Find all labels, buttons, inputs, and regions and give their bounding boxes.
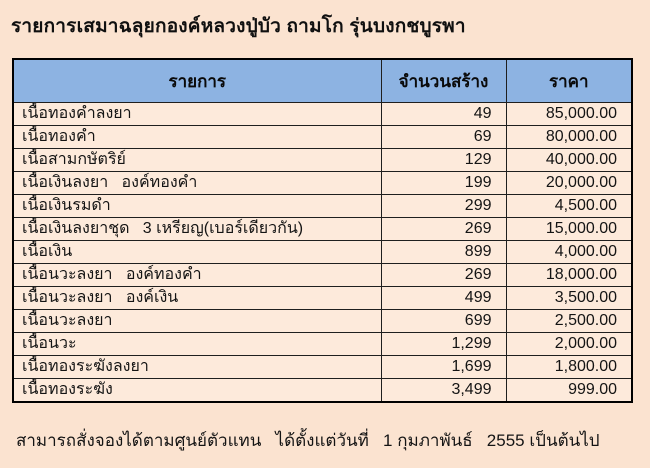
price-cell: 85,000.00 (506, 103, 632, 126)
table-row (13, 172, 632, 195)
item-name-cell: เนื้อเงินลงยาชุด 3 เหรียญ(เบอร์เดียวกัน) (13, 218, 381, 241)
price-cell: 80,000.00 (506, 126, 632, 149)
table-row (13, 103, 632, 126)
table-row (13, 264, 632, 287)
price-cell: 2,500.00 (506, 310, 632, 333)
table-row (13, 287, 632, 310)
price-cell: 40,000.00 (506, 149, 632, 172)
quantity-cell: 69 (381, 126, 506, 149)
item-name-cell: เนื้อเงินรมดำ (13, 195, 381, 218)
price-cell: 15,000.00 (506, 218, 632, 241)
price-cell: 3,500.00 (506, 287, 632, 310)
quantity-cell: 199 (381, 172, 506, 195)
footer-note: สามารถสั่งจองได้ตามศูนย์ตัวแทน ได้ตั้งแต่วันที่ 1 กุมภาพันธ์ 2555 เป็นต้นไป (16, 431, 600, 450)
price-cell: 18,000.00 (506, 264, 632, 287)
quantity-cell: 299 (381, 195, 506, 218)
page-title: รายการเสมาฉลุยกองค์หลวงปู่บัว ถามโก รุ่นบงกชบูรพา (11, 16, 466, 37)
price-cell: 999.00 (506, 379, 632, 403)
table-row (13, 218, 632, 241)
table-row (13, 310, 632, 333)
price-cell: 20,000.00 (506, 172, 632, 195)
quantity-cell: 49 (381, 103, 506, 126)
price-cell: 1,800.00 (506, 356, 632, 379)
item-name-cell: เนื้อนวะลงยา องค์ทองคำ (13, 264, 381, 287)
price-cell: 4,500.00 (506, 195, 632, 218)
table-row (13, 379, 632, 403)
quantity-cell: 699 (381, 310, 506, 333)
quantity-cell: 269 (381, 218, 506, 241)
item-name-cell: เนื้อเงินลงยา องค์ทองคำ (13, 172, 381, 195)
price-table (12, 58, 633, 403)
table-row (13, 241, 632, 264)
header-row (13, 59, 632, 103)
column-header-item: รายการ (13, 59, 381, 103)
price-cell: 2,000.00 (506, 333, 632, 356)
table-row (13, 333, 632, 356)
quantity-cell: 899 (381, 241, 506, 264)
price-table-header (13, 59, 632, 103)
quantity-cell: 129 (381, 149, 506, 172)
item-name-cell: เนื้อเงิน (13, 241, 381, 264)
table-row (13, 356, 632, 379)
item-name-cell: เนื้อนวะลงยา (13, 310, 381, 333)
item-name-cell: เนื้อสามกษัตริย์ (13, 149, 381, 172)
quantity-cell: 3,499 (381, 379, 506, 403)
price-table-body (13, 103, 632, 403)
table-row (13, 149, 632, 172)
quantity-cell: 269 (381, 264, 506, 287)
quantity-cell: 499 (381, 287, 506, 310)
item-name-cell: เนื้อทองคำลงยา (13, 103, 381, 126)
item-name-cell: เนื้อทองระฆัง (13, 379, 381, 403)
table-row (13, 126, 632, 149)
item-name-cell: เนื้อทองคำ (13, 126, 381, 149)
item-name-cell: เนื้อนวะ (13, 333, 381, 356)
item-name-cell: เนื้อนวะลงยา องค์เงิน (13, 287, 381, 310)
quantity-cell: 1,699 (381, 356, 506, 379)
quantity-cell: 1,299 (381, 333, 506, 356)
table-row (13, 195, 632, 218)
item-name-cell: เนื้อทองระฆังลงยา (13, 356, 381, 379)
price-cell: 4,000.00 (506, 241, 632, 264)
column-header-quantity: จำนวนสร้าง (381, 59, 506, 103)
column-header-price: ราคา (506, 59, 632, 103)
